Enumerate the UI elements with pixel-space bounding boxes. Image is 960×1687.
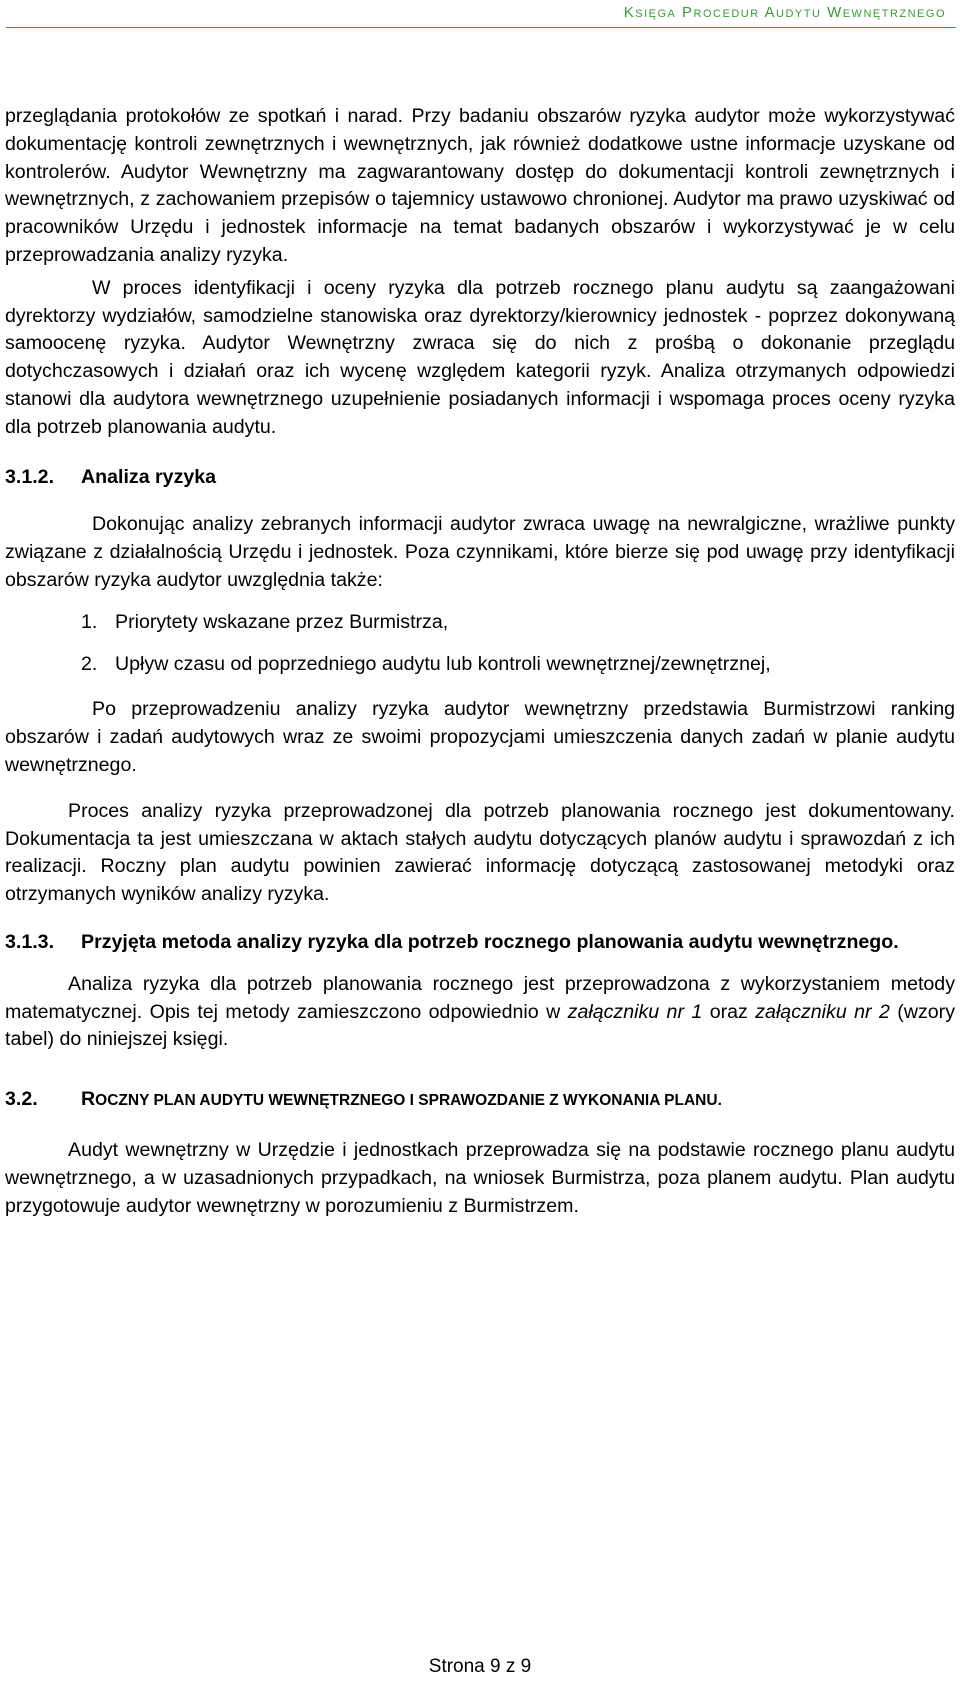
heading-number: 3.1.2. [5, 465, 55, 488]
paragraph-documentation: Proces analizy ryzyka przeprowadzonej dla potrzeb planowania rocznego jest dokumentowany. Dokumentacja ta jest umieszczana w aktach stałych audytu dotyczących planów audytu i sprawozdań z ich realizacji. Roczny plan audytu powinien zawierać informację dotyczącą zastosowanej metodyki oraz otrzymanych wyników analizy ryzyka. [5, 799, 955, 906]
list-item-number: 2. [81, 652, 98, 675]
method-text-b: oraz [702, 1000, 756, 1023]
heading-text: Przyjęta metoda analizy ryzyka dla potrzeb rocznego planowania audytu wewnętrznego. [81, 930, 899, 953]
list-item-number: 1. [81, 610, 98, 633]
heading-3-1-3 [5, 929, 955, 957]
paragraph-risk-sources: przeglądania protokołów ze spotkań i narad. Przy badaniu obszarów ryzyka audytor może wykorzystywać dokumentację kontroli zewnętrznych i wewnętrznych, jak również dodatkowe ustne informacje uzyskane od kontrolerów. Audytor Wewnętrzny ma zagwarantowany dostęp do dokumentacji kontroli zewnętrznych i wewnętrznych, z zachowaniem przepisów o tajemnicy ustawowo chronionej. Audytor ma prawo uzyskiwać od pracowników Urzędu i jednostek informacje na temat badanych obszarów i wykorzystywać je w celu przeprowadzania analizy ryzyka. [5, 105, 955, 266]
paragraph-risk-identification: W proces identyfikacji i oceny ryzyka dla potrzeb rocznego planu audytu są zaangażowani dyrektorzy wydziałów, samodzielne stanowiska oraz dyrektorzy/kierownicy jednostek - poprzez dokonywaną samoocenę ryzyka. Audytor Wewnętrzny zwraca się do nich z prośbą o dokonanie przeglądu dotychczasowych i działań oraz ich wycenę względem kategorii ryzyk. Analiza otrzymanych odpowiedzi stanowi dla audytora wewnętrznego uzupełnienie posiadanych informacji i wspomaga proces oceny ryzyka dla potrzeb planowania audytu. [5, 276, 955, 438]
heading-text: ROCZNY PLAN AUDYTU WEWNĘTRZNEGO I SPRAWOZDANIE Z WYKONANIA PLANU. [81, 1088, 722, 1111]
paragraph-method [5, 971, 955, 1054]
list-item [5, 651, 955, 679]
header-title: Księga Procedur Audytu Wewnętrznego [623, 4, 946, 21]
heading-3-2 [5, 1086, 955, 1115]
method-text-c: (wzory tabel) do niniejszej księgi. [5, 1000, 955, 1051]
heading-number: 3.1.3. [5, 930, 55, 953]
attachment-2-reference: załączniku nr 2 [755, 1000, 890, 1023]
list-item [5, 609, 955, 637]
heading-text: Analiza ryzyka [81, 465, 217, 488]
heading-3-1-2 [5, 464, 955, 492]
page-body [5, 103, 955, 1220]
paragraph-annual-plan: Audyt wewnętrzny w Urzędzie i jednostkach przeprowadza się na podstawie rocznego planu audytu wewnętrznego, a w uzasadnionych przypadkach, na wniosek Burmistrza, poza planem audytu. Plan audytu przygotowuje audytor wewnętrzny w porozumieniu z Burmistrzem. [5, 1138, 955, 1217]
running-header [0, 4, 960, 22]
list-item-text: Priorytety wskazane przez Burmistrza, [115, 610, 449, 633]
paragraph-ranking: Po przeprowadzeniu analizy ryzyka audytor wewnętrzny przedstawia Burmistrzowi ranking obszarów i zadań audytowych wraz ze swoimi propozycjami umieszczenia danych zadań w planie audytu wewnętrznego. [5, 698, 955, 776]
factors-list [5, 609, 955, 679]
heading-number: 3.2. [5, 1088, 38, 1111]
attachment-1-reference: załączniku nr 1 [567, 1000, 703, 1023]
list-item-text: Upływ czasu od poprzedniego audytu lub kontroli wewnętrznej/zewnętrznej, [115, 652, 771, 675]
header-divider [6, 27, 956, 28]
method-text-a: Analiza ryzyka dla potrzeb planowania rocznego jest przeprowadzona z wykorzystaniem metody matematycznej. Opis tej metody zamieszczono odpowiednio w [5, 972, 955, 1023]
page-number: Strona 9 z 9 [428, 1656, 532, 1677]
paragraph-risk-analysis: Dokonując analizy zebranych informacji audytor zwraca uwagę na newralgiczne, wrażliwe punkty związane z działalnością Urzędu i jednostek. Poza czynnikami, które bierze się pod uwagę przy identyfikacji obszarów ryzyka audytor uwzględnia także: [5, 513, 955, 591]
